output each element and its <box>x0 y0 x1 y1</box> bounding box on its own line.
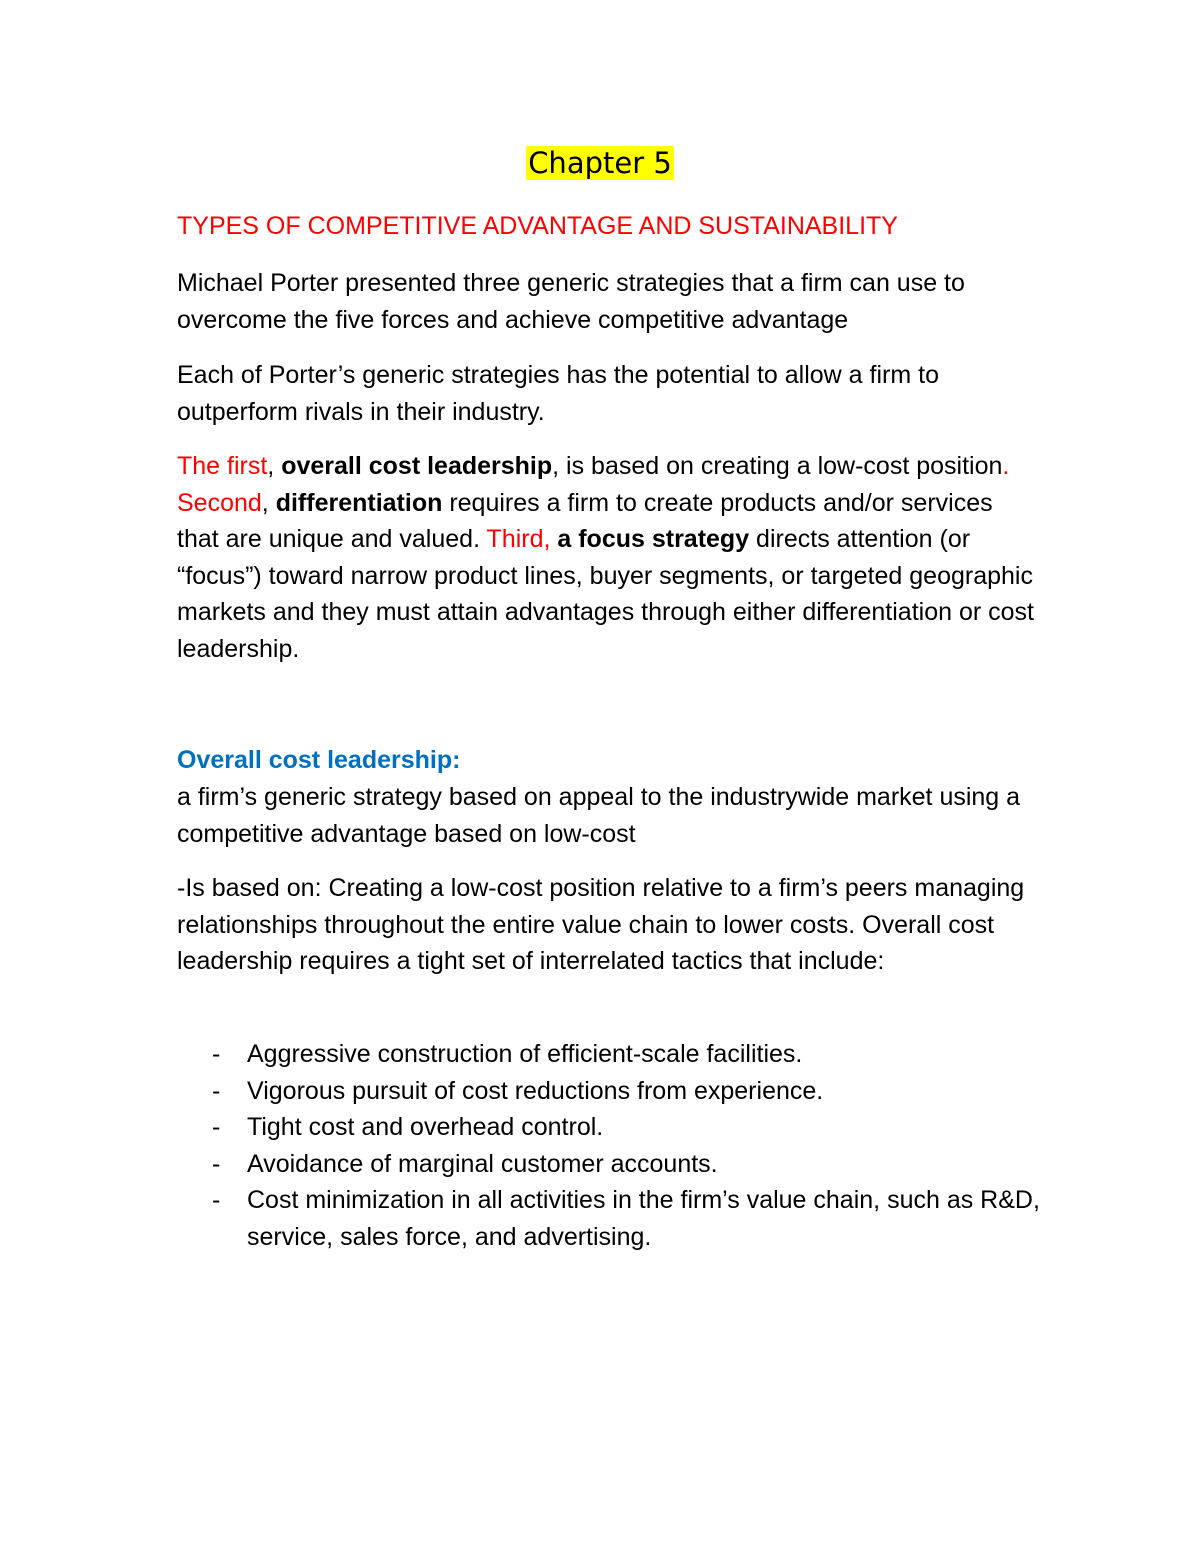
differentiation-description: requires a firm to create products and/or services that are unique and valued. <box>177 488 993 553</box>
paragraph-generic-strategies-potential: Each of Porter’s generic strategies has the potential to allow a firm to outperform rivals in their industry. <box>177 361 939 426</box>
separator-text: , <box>267 452 282 480</box>
list-item <box>212 1146 1042 1183</box>
paragraph-porter-strategies: Michael Porter presented three generic strategies that a firm can use to overcome the five forces and achieve competitive advantage <box>177 269 965 334</box>
focus-strategy-description: directs attention (or “focus”) toward narrow product lines, buyer segments, or targeted geographic markets and they must attain advantages through either differentiation or cost leadership. <box>177 525 1034 663</box>
differentiation-term: differentiation <box>275 488 443 517</box>
bullet-dash: - <box>212 1186 221 1214</box>
list-item <box>212 1109 1042 1146</box>
tactics-list <box>212 1036 1042 1255</box>
overall-cost-leadership-definition: a firm’s generic strategy based on appeal to the industrywide market using a competitive advantage based on low-cost <box>177 783 1021 848</box>
chapter-title-text: Chapter 5 <box>528 146 672 180</box>
overall-cost-leadership-heading: Overall cost leadership: <box>177 746 461 774</box>
list-item-text: Cost minimization in all activities in the firm’s value chain, such as R&D, service, sales force, and advertising. <box>247 1186 1040 1251</box>
bullet-dash: - <box>212 1040 221 1068</box>
period-text: . <box>1002 452 1010 480</box>
list-item <box>212 1073 1042 1110</box>
section-heading: TYPES OF COMPETITIVE ADVANTAGE AND SUSTAINABILITY <box>177 212 898 240</box>
bullet-dash: - <box>212 1113 221 1141</box>
cost-leadership-term: overall cost leadership <box>281 452 553 480</box>
paragraph-three-strategies <box>177 448 1037 667</box>
the-first-label: The first <box>177 452 268 480</box>
chapter-title <box>0 141 1200 185</box>
overall-cost-leadership-basis: -Is based on: Creating a low-cost position relative to a firm’s peers managing relationships throughout the entire value chain to lower costs. Overall cost leadership requires a tight set of interrelated tactics that include: <box>177 874 1025 975</box>
list-item <box>212 1036 1042 1073</box>
cost-leadership-description: , is based on creating a low-cost position <box>552 452 1003 480</box>
third-label: Third, <box>486 525 551 553</box>
list-item-text: Aggressive construction of efficient-scale facilities. <box>247 1040 803 1068</box>
list-item-text: Vigorous pursuit of cost reductions from experience. <box>247 1076 824 1105</box>
list-item <box>212 1182 1042 1255</box>
list-item-text: Tight cost and overhead control. <box>247 1113 604 1141</box>
second-label: Second <box>177 488 262 517</box>
list-item-text: Avoidance of marginal customer accounts. <box>247 1149 718 1178</box>
separator-text: , <box>261 488 276 517</box>
bullet-dash: - <box>212 1076 221 1105</box>
focus-strategy-term: a focus strategy <box>550 525 750 553</box>
bullet-dash: - <box>212 1149 221 1178</box>
